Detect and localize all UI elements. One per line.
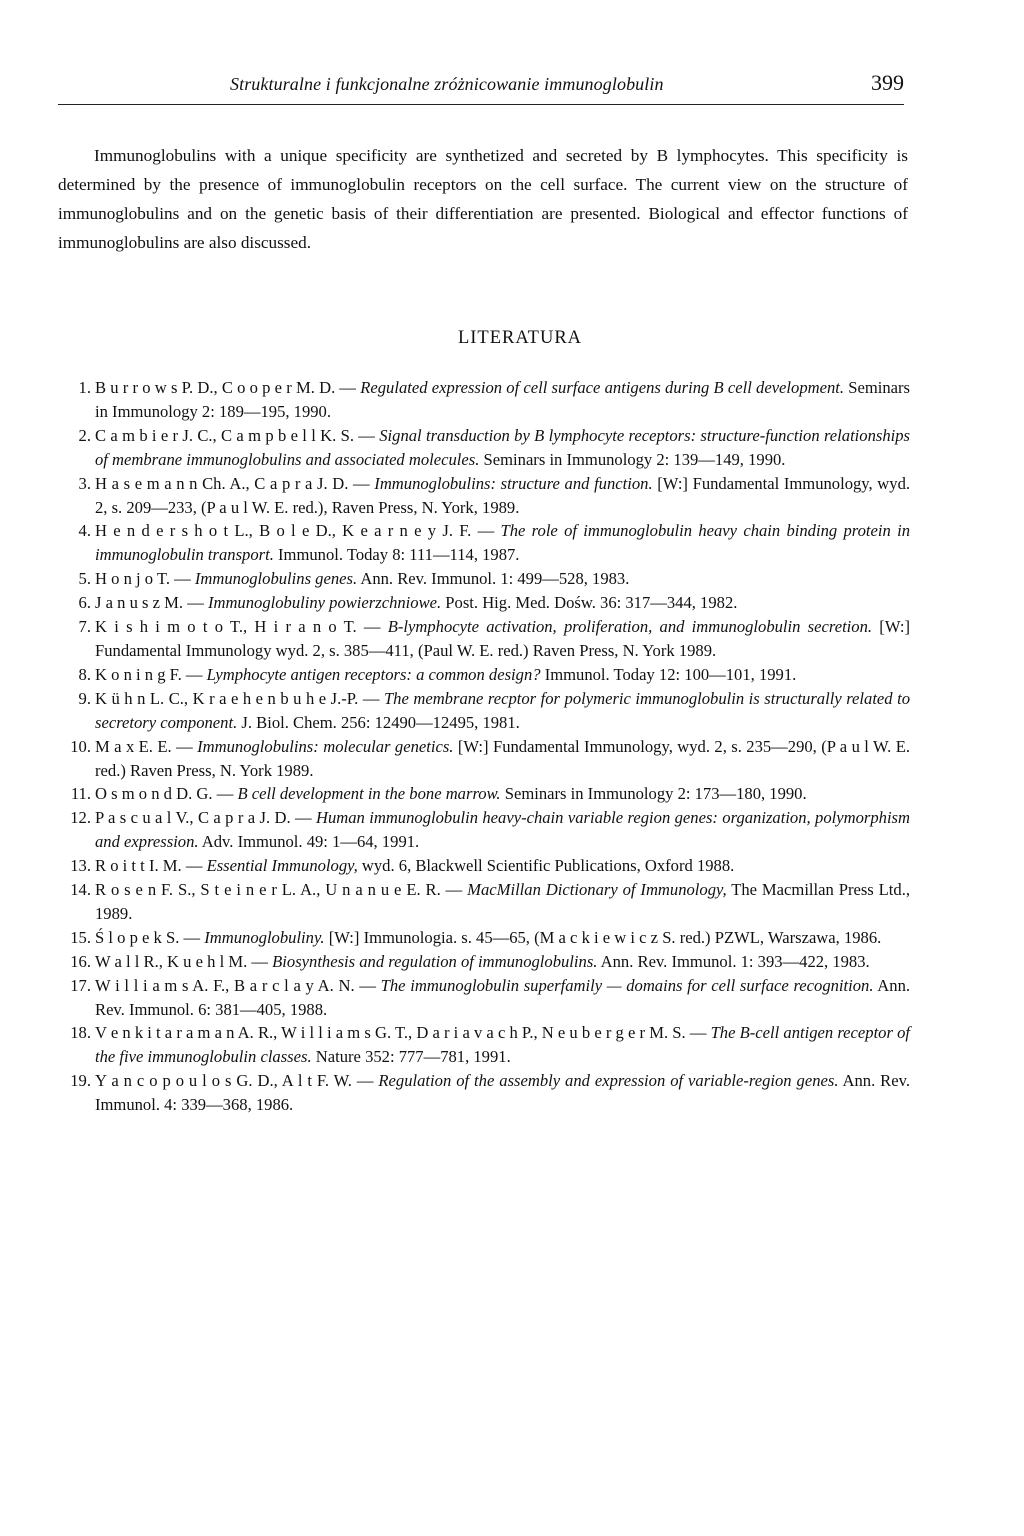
reference-item bbox=[58, 567, 910, 591]
reference-separator: — bbox=[356, 617, 388, 637]
reference-separator: — bbox=[471, 521, 501, 541]
reference-separator: — bbox=[169, 569, 195, 589]
reference-source: Adv. Immunol. 49: 1—64, 1991. bbox=[198, 832, 420, 852]
reference-authors: P a s c u a l V., C a p r a J. D. bbox=[95, 808, 291, 828]
reference-title: The B-cell antigen receptor of the five immunoglobulin classes. bbox=[95, 1023, 910, 1067]
reference-number: 17. bbox=[70, 975, 91, 995]
reference-title: Immunoglobulins: molecular genetics. bbox=[197, 736, 454, 756]
reference-authors: B u r r o w s P. D., C o o p e r M. D. bbox=[95, 378, 336, 397]
reference-separator: — bbox=[440, 880, 468, 900]
reference-source: Nature 352: 777—781, 1991. bbox=[311, 1047, 511, 1067]
reference-title: The membrane recptor for polymeric immunoglobulin is structurally related to secretory component. bbox=[95, 688, 911, 732]
reference-number: 7. bbox=[78, 617, 91, 637]
reference-separator: — bbox=[183, 593, 208, 613]
reference-item bbox=[58, 854, 910, 878]
reference-source: Immunol. Today 12: 100—101, 1991. bbox=[540, 664, 797, 684]
reference-number: 11. bbox=[70, 784, 91, 804]
reference-authors: R o s e n F. S., S t e i n e r L. A., U n a n u e E. R. bbox=[95, 880, 441, 900]
reference-source: Seminars in Immunology 2: 139—149, 1990. bbox=[479, 449, 786, 469]
reference-number: 3. bbox=[78, 473, 91, 493]
reference-number: 12. bbox=[70, 808, 91, 828]
reference-title: The role of immunoglobulin heavy chain binding protein in immunoglobulin transport. bbox=[95, 521, 910, 565]
reference-item bbox=[58, 1021, 910, 1069]
reference-title: Biosynthesis and regulation of immunoglobulins. bbox=[272, 951, 598, 971]
reference-item bbox=[58, 950, 910, 974]
reference-item bbox=[58, 663, 910, 687]
reference-number: 19. bbox=[70, 1071, 91, 1091]
reference-item bbox=[58, 806, 910, 854]
reference-source: wyd. 6, Blackwell Scientific Publications, Oxford 1988. bbox=[357, 856, 735, 876]
reference-source: Post. Hig. Med. Dośw. 36: 317—344, 1982. bbox=[441, 593, 738, 613]
reference-source: Ann. Rev. Immunol. 1: 499—528, 1983. bbox=[357, 569, 630, 589]
reference-title: Immunoglobulins genes. bbox=[194, 569, 358, 589]
reference-authors: W a l l R., K u e h l M. bbox=[95, 951, 248, 971]
header-rule bbox=[58, 104, 904, 105]
reference-authors: H a s e m a n n Ch. A., C a p r a J. D. bbox=[95, 473, 349, 493]
reference-separator: — bbox=[335, 378, 361, 397]
reference-item bbox=[58, 1069, 910, 1117]
reference-authors: H e n d e r s h o t L., B o l e D., K e a r n e y J. F. bbox=[95, 521, 472, 541]
reference-source: Immunol. Today 8: 111—114, 1987. bbox=[273, 545, 520, 565]
reference-separator: — bbox=[179, 927, 205, 947]
reference-number: 16. bbox=[70, 951, 91, 971]
reference-item bbox=[58, 974, 910, 1022]
reference-item bbox=[58, 782, 910, 806]
reference-number: 18. bbox=[70, 1023, 91, 1043]
reference-number: 8. bbox=[78, 664, 91, 684]
reference-item bbox=[58, 472, 910, 520]
reference-separator: — bbox=[358, 688, 384, 708]
running-title: Strukturalne i funkcjonalne zróżnicowanie immunoglobulin bbox=[230, 74, 664, 94]
reference-separator: — bbox=[247, 951, 273, 971]
reference-item bbox=[58, 615, 910, 663]
reference-authors: O s m o n d D. G. bbox=[95, 784, 213, 804]
reference-title: Immunoglobuliny. bbox=[204, 927, 325, 947]
reference-title: Regulated expression of cell surface antigens during B cell development. bbox=[360, 378, 845, 397]
reference-number: 1. bbox=[78, 378, 91, 397]
reference-title: Human immunoglobulin heavy-chain variable region genes: organization, polymorphism and expression. bbox=[95, 808, 910, 852]
reference-title: The immunoglobulin superfamily — domains for cell surface recognition. bbox=[380, 975, 874, 995]
reference-title: Essential Immunology, bbox=[206, 856, 358, 876]
abstract-paragraph: Immunoglobulins with a unique specificity are synthetized and secreted by B lymphocytes. This specificity is determined by the presence of immunoglobulin receptors on the cell surface. The current view on the structure of immunoglobulins and on the genetic basis of their differentiation are presented. Biological and effector functions of immunoglobulins are also discussed. bbox=[58, 146, 908, 253]
reference-item bbox=[58, 926, 910, 950]
reference-list bbox=[58, 376, 910, 1117]
reference-source: [W:] Fundamental Immunology wyd. 2, s. 385—411, (Paul W. E. red.) Raven Press, N. York 1989. bbox=[95, 617, 910, 660]
reference-source: Seminars in Immunology 2: 189—195, 1990. bbox=[95, 378, 910, 421]
reference-authors: V e n k i t a r a m a n A. R., W i l l i a m s G. T., D a r i a v a c h P., N e u b e r g e r M. S. bbox=[95, 1023, 686, 1043]
reference-authors: K i s h i m o t o T., H i r a n o T. bbox=[95, 617, 357, 637]
reference-title: Immunoglobulins: structure and function. bbox=[374, 473, 653, 493]
reference-title: Signal transduction by B lymphocyte receptors: structure-function relationships of membrane immunoglobulins and associated molecules. bbox=[95, 425, 910, 469]
reference-authors: J a n u s z M. bbox=[95, 593, 184, 613]
reference-separator: — bbox=[290, 808, 316, 828]
reference-authors: Ś l o p e k S. bbox=[95, 927, 180, 947]
reference-title: B cell development in the bone marrow. bbox=[237, 784, 501, 804]
reference-authors: C a m b i e r J. C., C a m p b e l l K. S. bbox=[95, 425, 354, 445]
reference-authors: M a x E. E. bbox=[95, 736, 172, 756]
reference-number: 5. bbox=[78, 569, 91, 589]
reference-separator: — bbox=[181, 856, 207, 876]
reference-source: The Macmillan Press Ltd., 1989. bbox=[95, 880, 911, 923]
reference-source: [W:] Fundamental Immunology, wyd. 2, s. 235—290, (P a u l W. E. red.) Raven Press, N. York 1989. bbox=[95, 736, 911, 780]
reference-item bbox=[58, 878, 910, 926]
reference-separator: — bbox=[685, 1023, 711, 1043]
reference-source: Ann. Rev. Immunol. 1: 393—422, 1983. bbox=[597, 951, 870, 971]
reference-authors: H o n j o T. bbox=[95, 569, 170, 589]
reference-number: 6. bbox=[78, 593, 91, 613]
reference-title: MacMillan Dictionary of Immunology, bbox=[467, 880, 727, 900]
reference-number: 4. bbox=[78, 521, 91, 541]
reference-item bbox=[58, 687, 910, 735]
reference-source: J. Biol. Chem. 256: 12490—12495, 1981. bbox=[237, 712, 520, 732]
reference-source: Ann. Rev. Immunol. 4: 339—368, 1986. bbox=[95, 1071, 910, 1115]
reference-source: [W:] Immunologia. s. 45—65, (M a c k i e w i c z S. red.) PZWL, Warszawa, 1986. bbox=[324, 927, 882, 947]
reference-authors: K ü h n L. C., K r a e h e n b u h e J.-P. bbox=[95, 688, 359, 708]
reference-item bbox=[58, 376, 910, 424]
reference-number: 9. bbox=[78, 688, 91, 708]
reference-separator: — bbox=[181, 664, 207, 684]
reference-separator: — bbox=[354, 975, 381, 995]
reference-source: Seminars in Immunology 2: 173—180, 1990. bbox=[500, 784, 807, 804]
reference-title: B-lymphocyte activation, proliferation, and immunoglobulin secretion. bbox=[387, 617, 873, 637]
page-number: 399 bbox=[871, 70, 904, 95]
reference-item bbox=[58, 424, 910, 472]
reference-authors: K o n i n g F. bbox=[95, 664, 182, 684]
reference-authors: W i l l i a m s A. F., B a r c l a y A. N. bbox=[95, 975, 355, 995]
running-header bbox=[58, 66, 904, 106]
reference-separator: — bbox=[351, 1071, 379, 1091]
reference-number: 14. bbox=[70, 880, 91, 900]
literature-heading: LITERATURA bbox=[457, 328, 583, 348]
reference-item bbox=[58, 591, 910, 615]
reference-title: Regulation of the assembly and expression of variable-region genes. bbox=[378, 1071, 839, 1091]
reference-number: 13. bbox=[70, 856, 91, 876]
reference-separator: — bbox=[171, 736, 198, 756]
reference-title: Lymphocyte antigen receptors: a common design? bbox=[206, 664, 541, 684]
reference-item bbox=[58, 519, 910, 567]
reference-item bbox=[58, 735, 910, 783]
reference-source: [W:] Fundamental Immunology, wyd. 2, s. 209—233, (P a u l W. E. red.), Raven Press, N. York, 1989. bbox=[95, 473, 911, 517]
reference-separator: — bbox=[353, 425, 380, 445]
reference-authors: R o i t t I. M. bbox=[95, 856, 182, 876]
reference-number: 10. bbox=[70, 736, 91, 756]
reference-number: 2. bbox=[78, 425, 91, 445]
reference-source: Ann. Rev. Immunol. 6: 381—405, 1988. bbox=[95, 975, 911, 1019]
reference-separator: — bbox=[348, 473, 375, 493]
reference-authors: Y a n c o p o u l o s G. D., A l t F. W. bbox=[95, 1071, 352, 1091]
reference-separator: — bbox=[212, 784, 238, 804]
reference-number: 15. bbox=[70, 927, 91, 947]
reference-title: Immunoglobuliny powierzchniowe. bbox=[207, 593, 442, 613]
